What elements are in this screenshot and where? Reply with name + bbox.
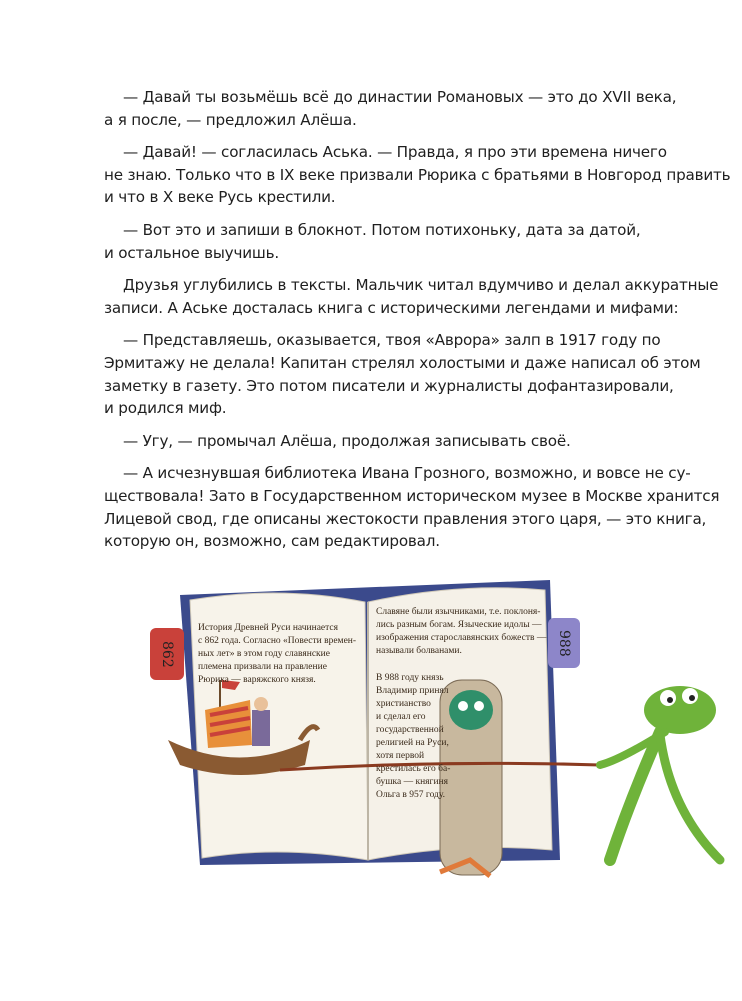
left-page-text [198,622,356,687]
page-text-line: лись разным богам. Языческие идолы — [376,620,542,630]
text-line: и остальное выучишь. [104,243,279,262]
paragraph [104,329,701,419]
page-text-line: крестилась его ба- [376,764,451,774]
page-text-line: религией на Руси, [376,738,449,748]
page-text-line: Владимир принял [376,686,449,696]
text-line: — Угу, — промычал Алёша, продолжая записывать своё. [123,431,571,450]
text-line: Лицевой свод, где описаны жестокости правления этого царя, — это книга, [104,509,707,528]
text-line: Друзья углубились в тексты. Мальчик читал вдумчиво и делал аккуратные [123,276,719,295]
text-line: — Давай! — согласилась Аська. — Правда, я про эти времена ничего [123,143,667,162]
page-text-line: ных лет» в этом году славянские [198,649,330,659]
text-line: и родился миф. [104,399,227,418]
left-tab-label: 862 [159,640,175,668]
paragraph [104,86,677,131]
text-line: — А исчезнувшая библиотека Ивана Грозного, возможно, и вовсе не су- [123,464,691,483]
text-line: ществовала! Зато в Государственном историческом музее в Москве хранится [104,486,720,505]
page-text-line: племена призвали на правление [198,662,327,672]
page-text-line: христианство [376,699,431,709]
right-page-text [376,672,450,802]
right-page-intro-text [376,606,546,658]
paragraph [104,274,719,319]
page-text-line: с 862 года. Согласно «Повести времен- [198,636,357,646]
text-line: — Представляешь, оказывается, твоя «Аврора» залп в 1917 году по [123,331,661,350]
page-text-line: хотя первой [376,751,425,761]
page-text-line: называли болванами. [376,646,462,656]
page-text-line: Ольга в 957 году. [376,790,446,800]
text-line: и что в X веке Русь крестили. [104,188,336,207]
text-line: записи. А Аське досталась книга с историческими легендами и мифами: [104,298,679,317]
paragraph [104,462,720,552]
text-line: которую он, возможно, сам редактировал. [104,532,440,551]
page-text-line: Славяне были язычниками, т.е. поклоня- [376,607,541,617]
page-text-line: История Древней Руси начинается [198,623,338,633]
page-text-line: изображения старославянских божеств — [376,633,547,643]
text-line: не знаю. Только что в IX веке призвали Рюрика с братьями в Новгород править [104,165,731,184]
text-line: а я после, — предложил Алёша. [104,110,357,129]
page-text-line: и сделал его [376,712,426,722]
right-tab-label: 988 [556,629,572,657]
paragraph [104,219,664,264]
book-illustration [140,560,740,920]
page-text-line: В 988 году князь [376,673,444,683]
page-text-line: бушка — княгиня [376,777,448,787]
story-text [104,86,731,563]
paragraph [104,430,664,453]
text-line: — Вот это и запиши в блокнот. Потом потихоньку, дата за датой, [123,220,641,239]
page-text-line: государственной [376,725,444,735]
text-line: — Давай ты возьмёшь всё до династии Романовых — это до XVII века, [123,88,677,106]
text-line: заметку в газету. Это потом писатели и журналисты дофантазировали, [104,376,674,395]
page-text-line: Рюрика — варяжского князя. [198,675,316,685]
paragraph [104,141,731,209]
text-line: Эрмитажу не делала! Капитан стрелял холостыми и даже написал об этом [104,353,701,372]
